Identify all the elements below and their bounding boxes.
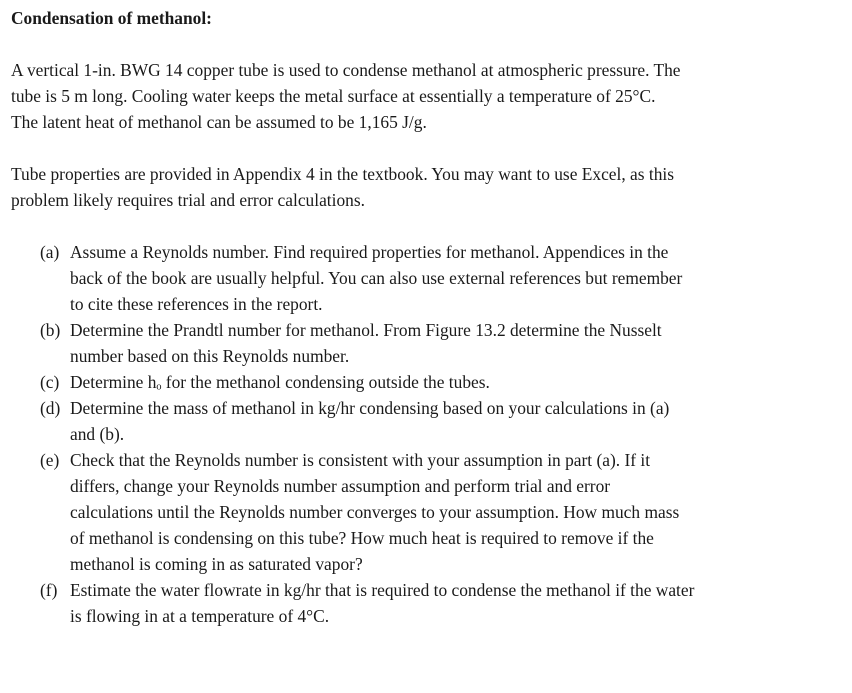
part-text xyxy=(70,577,831,629)
text-line: differs, change your Reynolds number assumption and perform trial and error xyxy=(70,476,611,496)
question-part-c xyxy=(40,369,831,395)
text-line: Determine the mass of methanol in kg/hr condensing based on your calculations in (a) xyxy=(70,398,670,418)
part-label: (b) xyxy=(40,320,61,340)
text-line: Determine the Prandtl number for methanol. From Figure 13.2 determine the Nusselt xyxy=(70,320,662,340)
part-text xyxy=(70,395,831,447)
document xyxy=(11,5,831,629)
text-line: is flowing in at a temperature of 4°C. xyxy=(70,606,330,626)
part-label: (c) xyxy=(40,372,60,392)
text-line: The latent heat of methanol can be assumed to be 1,165 J/g. xyxy=(11,112,427,132)
text-line: calculations until the Reynolds number converges to your assumption. How much mass xyxy=(70,502,680,522)
part-label: (a) xyxy=(40,242,60,262)
question-parts-list xyxy=(11,239,831,629)
text-line: problem likely requires trial and error calculations. xyxy=(11,190,365,210)
part-label: (d) xyxy=(40,398,61,418)
part-text xyxy=(70,239,831,317)
text-line: Check that the Reynolds number is consistent with your assumption in part (a). If it xyxy=(70,450,651,470)
part-text xyxy=(70,317,831,369)
text-line: A vertical 1-in. BWG 14 copper tube is used to condense methanol at atmospheric pressure. The xyxy=(11,60,681,80)
text-line: number based on this Reynolds number. xyxy=(70,346,350,366)
text-line: Estimate the water flowrate in kg/hr that is required to condense the methanol if the water xyxy=(70,580,695,600)
text-line: back of the book are usually helpful. You can also use external references but remember xyxy=(70,268,683,288)
question-part-d xyxy=(40,395,831,447)
text-line: Tube properties are provided in Appendix 4 in the textbook. You may want to use Excel, as this xyxy=(11,164,675,184)
text-line: of methanol is condensing on this tube? How much heat is required to remove if the xyxy=(70,528,654,548)
part-label: (e) xyxy=(40,450,60,470)
part-text xyxy=(70,369,831,395)
part-label: (f) xyxy=(40,580,58,600)
problem-statement-paragraph xyxy=(11,57,831,135)
question-part-e xyxy=(40,447,831,577)
text-line: and (b). xyxy=(70,424,125,444)
instructions-paragraph xyxy=(11,161,831,213)
question-part-f xyxy=(40,577,831,629)
question-part-b xyxy=(40,317,831,369)
document-title: Condensation of methanol: xyxy=(11,8,212,28)
text-line: methanol is coming in as saturated vapor? xyxy=(70,554,363,574)
text-line: to cite these references in the report. xyxy=(70,294,323,314)
text-line: tube is 5 m long. Cooling water keeps the metal surface at essentially a temperature of 25°C. xyxy=(11,86,656,106)
part-text xyxy=(70,447,831,577)
question-part-a xyxy=(40,239,831,317)
text-line: Assume a Reynolds number. Find required properties for methanol. Appendices in the xyxy=(70,242,669,262)
text-line: Determine hₒ for the methanol condensing outside the tubes. xyxy=(70,372,490,392)
